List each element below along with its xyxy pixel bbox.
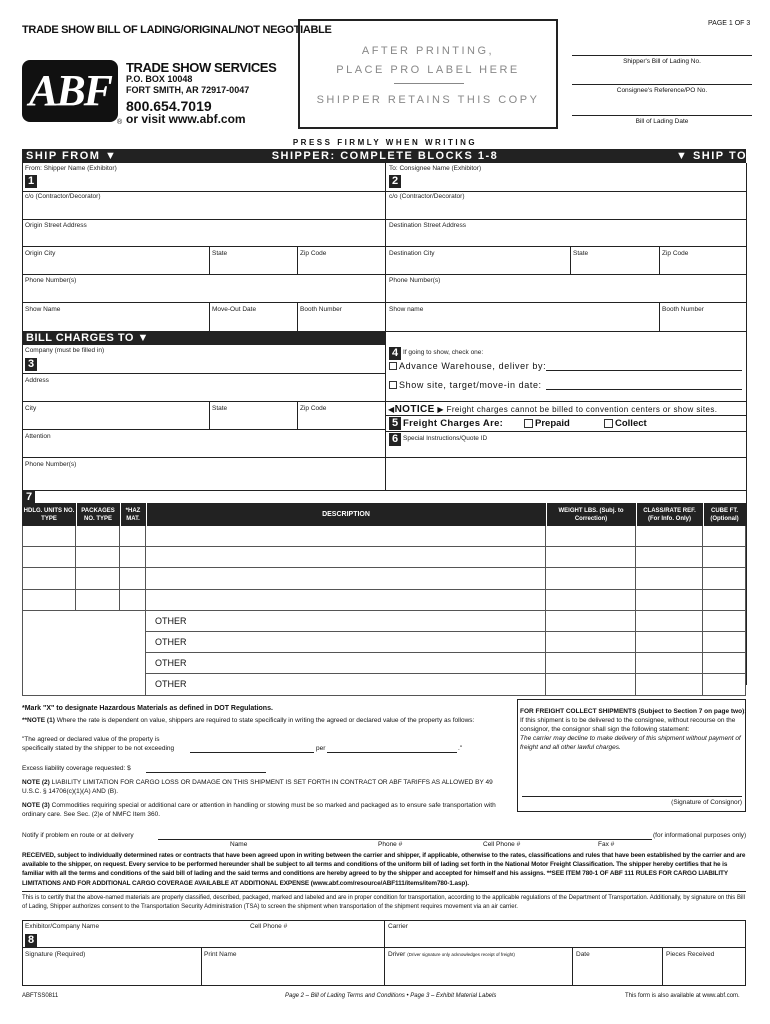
bill-charges-title: BILL CHARGES TO ▼ xyxy=(26,332,149,344)
col-header-hazmat: *HAZ MAT. xyxy=(125,507,141,522)
table-cell[interactable] xyxy=(120,547,146,568)
bol-date-label: Bill of Lading Date xyxy=(635,118,689,125)
other-description-cell[interactable] xyxy=(146,653,546,674)
note-1: **NOTE (1) Where the rate is dependent on value, shippers are required to state specifically in writing the agreed or declared value of the property as follows: xyxy=(22,717,475,724)
other-description-cell[interactable] xyxy=(146,611,546,632)
prepaid-label: Prepaid xyxy=(535,418,570,429)
bill-phone-label: Phone Number(s) xyxy=(25,461,77,468)
warehouse-checkbox[interactable] xyxy=(389,362,397,370)
table-cell[interactable] xyxy=(703,653,746,674)
block-7-badge: 7 xyxy=(23,491,35,504)
table-cell[interactable] xyxy=(636,568,703,589)
show-name-label: Show Name xyxy=(25,306,61,313)
other-label: OTHER xyxy=(155,637,187,647)
certify-text: This is to certify that the above-named materials are properly classified, described, packaged, marked and labeled and are in proper condition for transportation, according to the applicable regulations of the Department of Transportation. Additionally, by signature on this Bill of Lading, Shipper authorizes consent to the Transportation Security Administration (TSA) to screen the shipment when transportation of the shipment requires movement via an air carrier. xyxy=(22,895,745,910)
carrier-label: Carrier xyxy=(388,923,408,930)
received-terms: RECEIVED, subject to individually determined rates or contracts that have been agreed upon in writing between the carrier and shipper, if applicable, otherwise to the rates, classifications and rules that have been established by the carrier and are available to the shipper, on request. Every service to be performed hereunder shall be subject to all terms and conditions of the uniform bill of lading set forth in the National Motor Freight Classification. The shipper hereby certifies that he is familiar with all the terms and conditions of the said bill of lading and the said terms and conditions are hereby agreed to by the shipper and accepted for himself and his assigns. **SEE ITEM 780-1 OF ABF 111 RULES FOR CARGO LIABILITY LIMITATIONS AND FOR ADDITIONAL CARGO COVERAGE AVAILABLE AT ADDITIONAL EXPENSE (www.abf.com/resource/ABF111/items/item780-1.asp). xyxy=(22,852,746,887)
other-label: OTHER xyxy=(155,615,187,626)
haz-note: *Mark "X" to designate Hazardous Materials as defined in DOT Regulations. xyxy=(22,705,273,712)
table-cell[interactable] xyxy=(146,526,546,547)
bill-city-label: City xyxy=(25,405,37,412)
table-cell[interactable] xyxy=(120,568,146,589)
block-8-badge: 8 xyxy=(25,934,37,947)
notify-line[interactable] xyxy=(158,839,652,840)
col-divider xyxy=(120,503,121,526)
row-line xyxy=(22,274,746,275)
table-cell[interactable] xyxy=(546,653,636,674)
address-label: Address xyxy=(25,377,49,384)
block-4-badge: 4 xyxy=(389,347,401,360)
table-cell[interactable] xyxy=(546,611,636,632)
cell-divider xyxy=(297,246,298,274)
collect-checkbox[interactable] xyxy=(604,419,613,428)
company-name: TRADE SHOW SERVICES xyxy=(126,60,277,75)
to-co-label: c/o (Contractor/Decorator) xyxy=(389,193,465,200)
dest-street-label: Destination Street Address xyxy=(389,222,466,229)
row-line xyxy=(22,246,746,247)
po-number-label: Consignee's Reference/PO No. xyxy=(616,87,708,94)
block-1-badge: 1 xyxy=(25,175,37,188)
prepaid-checkbox[interactable] xyxy=(524,419,533,428)
excess-amount-line[interactable] xyxy=(146,772,266,773)
origin-zip-label: Zip Code xyxy=(300,250,327,257)
table-cell[interactable] xyxy=(703,590,746,611)
col-header-units: HDLG. UNITS NO. TYPE xyxy=(23,507,75,522)
table-cell[interactable] xyxy=(636,590,703,611)
to-booth-label: Booth Number xyxy=(662,306,704,313)
from-phone-label: Phone Number(s) xyxy=(25,277,77,284)
table-cell[interactable] xyxy=(76,526,120,547)
to-phone-label: Phone Number(s) xyxy=(389,277,441,284)
page-number: PAGE 1 OF 3 xyxy=(708,20,751,27)
press-firmly: PRESS FIRMLY WHEN WRITING xyxy=(292,138,478,147)
table-cell[interactable] xyxy=(76,590,120,611)
note-3: NOTE (3) Commodities requiring special or additional care or attention in handling or stowing must be so marked and packaged as to ensure safe transportation with ordinary care. See Sec. (2)e of NMFC Item 360. xyxy=(22,802,496,818)
other-description-cell[interactable] xyxy=(146,674,546,695)
freight-charges-label: Freight Charges Are: xyxy=(403,418,504,429)
cell-divider xyxy=(572,947,573,986)
cell-divider xyxy=(659,302,660,331)
table-cell[interactable] xyxy=(546,526,636,547)
origin-state-label: State xyxy=(212,250,228,257)
col-divider xyxy=(703,503,704,526)
table-cell[interactable] xyxy=(146,547,546,568)
col-divider xyxy=(636,503,637,526)
other-rows-spacer xyxy=(22,611,146,696)
driver-label: Driver (Driver signature only acknowledges receipt of freight) xyxy=(388,951,515,958)
notify-name: Name xyxy=(230,841,248,848)
frame-middle xyxy=(385,163,386,490)
table-cell[interactable] xyxy=(546,632,636,653)
cell-divider xyxy=(297,302,298,331)
row-line xyxy=(22,457,746,458)
per-label: per xyxy=(316,745,326,752)
note-2: NOTE (2) LIABILITY LIMITATION FOR CARGO LOSS OR DAMAGE ON THIS SHIPMENT IS SET FORTH IN CONTRACT OR ABF TARIFFS AS ALLOWED BY 49 U.S.C. § 14706(c)(1)(A) AND (B). xyxy=(22,779,493,795)
cell-phone-label: Cell Phone # xyxy=(250,923,288,930)
print-name-label: Print Name xyxy=(204,951,237,958)
bol-number-label: Shipper's Bill of Lading No. xyxy=(623,58,701,65)
table-cell[interactable] xyxy=(703,547,746,568)
form-code: ABFTSS0811 xyxy=(22,993,59,999)
table-cell[interactable] xyxy=(22,590,76,611)
col-divider xyxy=(146,503,147,526)
table-cell[interactable] xyxy=(120,590,146,611)
agreed-value-line2: specifically stated by the shipper to be not exceeding xyxy=(22,745,175,752)
date-label: Date xyxy=(576,951,590,958)
pro-label-line2: PLACE PRO LABEL HERE xyxy=(336,64,520,76)
table-cell[interactable] xyxy=(76,568,120,589)
table-cell[interactable] xyxy=(22,568,76,589)
row-line xyxy=(22,373,385,374)
table-cell[interactable] xyxy=(76,547,120,568)
from-co-label: c/o (Contractor/Decorator) xyxy=(25,193,101,200)
table-cell[interactable] xyxy=(636,526,703,547)
row-line xyxy=(385,401,746,402)
table-cell[interactable] xyxy=(636,547,703,568)
table-cell[interactable] xyxy=(636,611,703,632)
table-cell[interactable] xyxy=(546,674,636,695)
bill-zip-label: Zip Code xyxy=(300,405,327,412)
showsite-date-line[interactable] xyxy=(546,389,742,390)
showsite-label: Show site, target/move-in date: xyxy=(399,380,542,390)
cell-divider xyxy=(209,302,210,331)
move-out-label: Move-Out Date xyxy=(212,306,257,313)
cell-divider xyxy=(570,246,571,274)
table-cell[interactable] xyxy=(636,632,703,653)
attention-label: Attention xyxy=(25,433,51,440)
table-cell[interactable] xyxy=(22,526,76,547)
po-number-line[interactable] xyxy=(572,84,752,85)
page-references: Page 2 – Bill of Lading Terms and Conditions • Page 3 – Exhibit Material Labels xyxy=(285,993,497,999)
row-line xyxy=(22,429,385,430)
row-line xyxy=(22,302,746,303)
company-label: Company (must be filled in) xyxy=(25,347,105,354)
cell-divider xyxy=(209,401,210,429)
table-cell[interactable] xyxy=(120,526,146,547)
origin-street-label: Origin Street Address xyxy=(25,222,87,229)
block-5-badge: 5 xyxy=(389,417,401,430)
to-show-label: Show name xyxy=(389,306,424,313)
table-cell[interactable] xyxy=(636,653,703,674)
table-cell[interactable] xyxy=(546,590,636,611)
form-availability: This form is also available at www.abf.com. xyxy=(625,993,740,999)
info-only: (for informational purposes only) xyxy=(653,832,747,839)
freight-collect-head: FOR FREIGHT COLLECT SHIPMENTS (Subject to Section 7 on page two): xyxy=(520,708,747,715)
row-line xyxy=(385,331,746,332)
notify-fax: Fax # xyxy=(598,841,615,848)
consignee-name-label: To: Consignee Name (Exhibitor) xyxy=(389,165,482,172)
from-booth-label: Booth Number xyxy=(300,306,342,313)
row-line xyxy=(22,191,746,192)
table-cell[interactable] xyxy=(703,674,746,695)
col-divider xyxy=(546,503,547,526)
ship-to-title: ▼ SHIP TO xyxy=(676,150,748,162)
pro-label-line1: AFTER PRINTING, xyxy=(361,45,495,57)
cell-divider xyxy=(201,947,202,986)
cell-divider xyxy=(662,947,663,986)
block-6-badge: 6 xyxy=(389,433,401,446)
logo-text: ABF xyxy=(28,66,112,115)
col-header-weight: WEIGHT LBS. (Subj. to Correction) xyxy=(558,507,624,522)
dest-city-label: Destination City xyxy=(389,250,435,257)
row-line xyxy=(22,401,385,402)
form-title: TRADE SHOW BILL OF LADING/ORIGINAL/NOT NEGOTIABLE xyxy=(22,24,332,36)
warehouse-label: Advance Warehouse, deliver by: xyxy=(399,361,547,371)
bill-state-label: State xyxy=(212,405,228,412)
dest-zip-label: Zip Code xyxy=(662,250,689,257)
other-label: OTHER xyxy=(155,679,187,690)
value-per-line[interactable] xyxy=(327,752,457,753)
quote-end: ." xyxy=(458,745,463,752)
cell-divider xyxy=(209,246,210,274)
notify-phone: Phone # xyxy=(378,841,403,848)
shipper-name-label: From: Shipper Name (Exhibitor) xyxy=(25,165,117,172)
agreed-value-line1: "The agreed or declared value of the property is xyxy=(22,736,160,743)
row-line xyxy=(385,431,746,432)
warehouse-date-line[interactable] xyxy=(546,370,742,371)
col-header-cube: CUBE FT. (Optional) xyxy=(710,507,739,522)
frame-right xyxy=(746,163,747,685)
table-cell[interactable] xyxy=(546,547,636,568)
consignor-signature-label: (Signature of Consignor) xyxy=(671,799,742,806)
col-divider xyxy=(76,503,77,526)
col-header-description: DESCRIPTION xyxy=(322,510,370,518)
notify-cell: Cell Phone # xyxy=(483,841,521,848)
website: or visit www.abf.com xyxy=(126,112,246,126)
row-line xyxy=(22,891,746,892)
excess-liability: Excess liability coverage requested: $ xyxy=(22,765,131,772)
pro-label-line3: SHIPPER RETAINS THIS COPY xyxy=(316,94,540,106)
bol-date-line[interactable] xyxy=(572,115,752,116)
value-amount-line[interactable] xyxy=(190,752,314,753)
row-line xyxy=(22,219,746,220)
origin-city-label: Origin City xyxy=(25,250,56,257)
consignor-signature-line[interactable] xyxy=(522,796,742,797)
po-box: P.O. BOX 10048 xyxy=(126,74,193,84)
signature-label: Signature (Required) xyxy=(25,951,86,958)
city-line: FORT SMITH, AR 72917-0047 xyxy=(126,85,250,95)
col-header-class-rate: CLASS/RATE REF. (For Info. Only) xyxy=(643,507,696,522)
table-cell[interactable] xyxy=(703,568,746,589)
col-header-packages: PACKAGES NO. TYPE xyxy=(81,507,115,522)
other-label: OTHER xyxy=(155,658,187,669)
ship-from-title: SHIP FROM ▼ xyxy=(26,150,118,162)
phone-number: 800.654.7019 xyxy=(126,98,212,114)
collect-label: Collect xyxy=(615,418,647,429)
table-cell[interactable] xyxy=(146,590,546,611)
dest-state-label: State xyxy=(573,250,589,257)
notify-label: Notify if problem en route or at delivery xyxy=(22,832,134,839)
pieces-received-label: Pieces Received xyxy=(666,951,715,958)
freight-collect-text: If this shipment is to be delivered to the consignee, without recourse on the consignor, the consignor shall sign the following statement: xyxy=(520,717,736,733)
showsite-checkbox[interactable] xyxy=(389,381,397,389)
cell-divider xyxy=(659,246,660,274)
block-3-badge: 3 xyxy=(25,358,37,371)
notice-line: ◀NOTICE ▶ Freight charges cannot be billed to convention centers or show sites. xyxy=(388,404,718,415)
other-description-cell[interactable] xyxy=(146,632,546,653)
table-cell[interactable] xyxy=(22,547,76,568)
abf-logo xyxy=(22,60,118,122)
cell-divider xyxy=(384,920,385,986)
complete-blocks: SHIPPER: COMPLETE BLOCKS 1-8 xyxy=(271,150,499,162)
table-cell[interactable] xyxy=(636,674,703,695)
row-line xyxy=(22,490,746,491)
block-2-badge: 2 xyxy=(389,175,401,188)
table-cell[interactable] xyxy=(703,632,746,653)
freight-collect-italic: The carrier may decline to make delivery of this shipment without payment of freight and all other lawful charges. xyxy=(520,735,741,751)
table-cell[interactable] xyxy=(146,568,546,589)
exhibitor-company-label: Exhibitor/Company Name xyxy=(25,923,100,930)
table-cell[interactable] xyxy=(703,611,746,632)
row-line xyxy=(385,415,746,416)
table-cell[interactable] xyxy=(703,526,746,547)
registered-mark: ® xyxy=(117,119,123,126)
bol-number-line[interactable] xyxy=(572,55,752,56)
cell-divider xyxy=(297,401,298,429)
if-going-label: If going to show, check one: xyxy=(403,349,484,356)
special-instructions-label: Special Instructions/Quote ID xyxy=(403,435,488,442)
pro-label-divider xyxy=(394,83,464,84)
table-cell[interactable] xyxy=(546,568,636,589)
